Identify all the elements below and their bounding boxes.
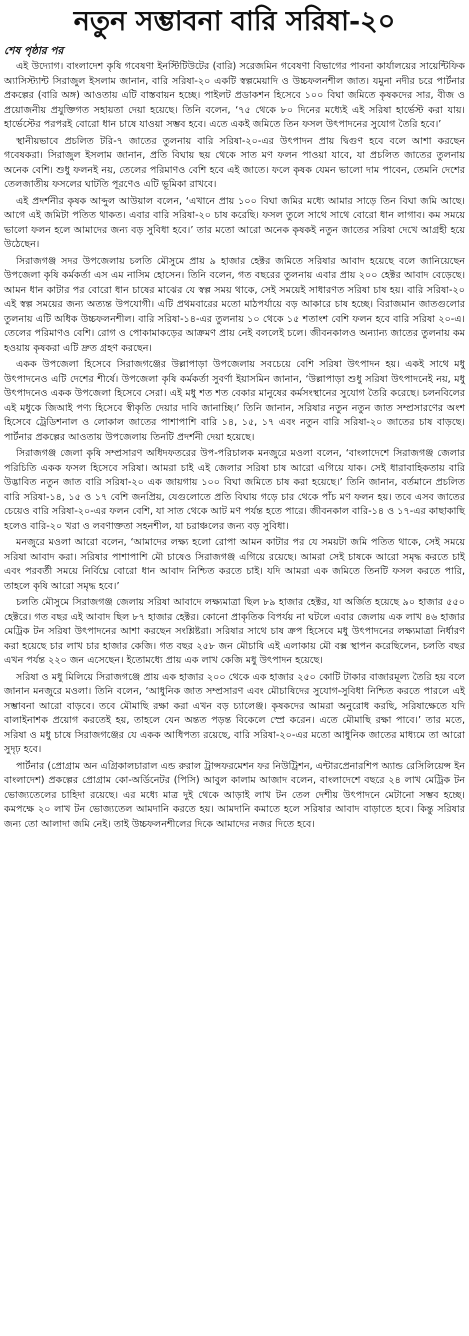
article-paragraph-7: মনজুরে মওলা আরো বলেন, ‘আমাদের লক্ষ্য হলো রোপা আমন কাটার পর যে সময়টা জমি পতিত থাকে, সেই সময়ে সরিষা আবাদ করা। সরিষার পাশাপাশি মৌ চাষেও সিরাজগঞ্জ এগিয়ে রয়েছে। আমরা সেই চাষকে আরো সমৃদ্ধ করতে চাই এবং পরবর্তী সময়ে নির্বিঘ্নে বোরো ধান আবাদ নিশ্চিত করতে চাই। যদি আমরা এক জমিতে তিনটি ফসল করতে পারি, তাহলে কৃষি আরো সমৃদ্ধ হবে।’ (4, 537, 465, 592)
article-paragraph-5: একক উপজেলা হিসেবে সিরাজগঞ্জের উল্লাপাড়া উপজেলায় সবচেয়ে বেশি সরিষা উৎপাদন হয়। একই সাথে মধু উৎপাদনেও এটি দেশের শীর্ষে। উপজেলা কৃষি কর্মকর্তা সুবর্ণা ইয়াসমিন জানান, ‘উল্লাপাড়া শুধু সরিষা উৎপাদনেই নয়, মধু উৎপাদনেও একক উপজেলা হিসেবে সেরা। এই মধু শত শত বেকার মানুষের কর্মসংস্থানের সুযোগ তৈরি করেছে। চলনবিলের এই মধুকে জিআই পণ্য হিসেবে স্বীকৃতি দেয়ার দাবি জানাচ্ছি।’ তিনি জানান, সরিষার নতুন নতুন জাত সম্প্রসারণের অংশ হিসেবে ট্রেডিশনাল ও লোকাল জাতের পাশাপাশি বারি ১৪, ১৫, ১৭ এবং নতুন বারি সরিষা-২০ জাতের চাষ বাড়ছে। পার্টনার প্রকল্পের আওতায় উপজেলায় তিনটি প্রদর্শনী দেয়া হয়েছে। (4, 359, 465, 443)
article-body (4, 60, 465, 832)
article-paragraph-1: এই উদ্যোগ। বাংলাদেশ কৃষি গবেষণা ইনস্টিটিউটের (বারি) সরেজমিন গবেষণা বিভাগের পাবনা কার্যালয়ের সায়েন্টিফিক অ্যাসিস্ট্যান্ট সিরাজুল ইসলাম জানান, বারি সরিষা-২০ একটি স্বল্পমেয়াদি ও উচ্চফলনশীল জাত। যমুনা নদীর চরে পার্টনার প্রকল্পের (বারি অঙ্গ) আওতায় এটি বাস্তবায়ন হচ্ছে। পাইলট প্রডাকশন হিসেবে ১০০ বিঘা জমিতে কৃষকদের সার, বীজ ও প্রয়োজনীয় প্রযুক্তিগত সহায়তা দেয়া হয়েছে। তিনি বলেন, ‘৭৫ থেকে ৮০ দিনের মধ্যেই এই সরিষা হার্ভেস্ট করা যায়। হার্ভেস্টের পরপরই বোরো ধান চাষে যাওয়া সম্ভব হবে। এতে একই জমিতে তিন ফসল উৎপাদনের সুযোগ তৈরি হবে।’ (4, 61, 465, 130)
continued-from-label: শেষ পৃষ্ঠার পর (4, 45, 64, 57)
article-paragraph-8: চলতি মৌসুমে সিরাজগঞ্জ জেলায় সরিষা আবাদে লক্ষ্যমাত্রা ছিল ৮৯ হাজার হেক্টর, যা অর্জিত হয়েছে ৯০ হাজার ৫৫০ হেক্টরে। গত বছর এই আবাদ ছিল ৮৭ হাজার হেক্টর। কোনো প্রাকৃতিক বিপর্যয় না ঘটলে এবার জেলায় এক লাখ ৪৬ হাজার মেট্রিক টন সরিষা উৎপাদনের আশা করছেন সংশ্লিষ্টরা। সরিষার সাথে চাষ ক্রপ হিসেবে মধু উৎপাদনের লক্ষ্যমাত্রা নির্ধারণ করা হয়েছে চার লাখ চার হাজার কেজি। গত বছর ২৫৮ জন মৌচাষি এই এলাকায় মৌ বক্স স্থাপন করেছিলেন, চলতি বছর এখন পর্যন্ত ২২০ জন এসেছেন। ইতোমধ্যে প্রায় এক লাখ কেজি মধু উৎপাদন হয়েছে। (4, 597, 465, 666)
article-paragraph-2: স্থানীয়ভাবে প্রচলিত টরি-৭ জাতের তুলনায় বারি সরিষা-২০-এর উৎপাদন প্রায় দ্বিগুণ হবে বলে আশা করছেন গবেষকরা। সিরাজুল ইসলাম জানান, প্রতি বিঘায় ছয় থেকে সাত মণ ফলন পাওয়া যাবে, যা প্রচলিত জাতের তুলনায় অনেক বেশি। শুধু ফলনই নয়, তেলের পরিমাণও বেশি হবে এই জাতে। ফলে কৃষক যেমন ভালো দাম পাবেন, তেমনি দেশের তেলজাতীয় ফসলের ঘাটতি পূরণেও এটি ভূমিকা রাখবে। (4, 135, 465, 190)
article-paragraph-3: এই প্রদর্শনীর কৃষক আব্দুল আউয়াল বলেন, ‘এখানে প্রায় ১০০ বিঘা জমির মধ্যে আমার সাড়ে তিন বিঘা জমি আছে। আগে এই জমিটা পতিত থাকত। এবার বারি সরিষা-২০ চাষ করেছি। ফসল তুলে সাথে সাথে বোরো ধান লাগাব। কম সময়ে ভালো ফলন হলে আমাদের জন্য বড় সুবিধা হবে।’ তার মতো আরো অনেক কৃষকই নতুন জাতের সরিষা দেখে আগ্রহী হয়ে উঠেছেন। (4, 195, 465, 250)
article-paragraph-9: সরিষা ও মধু মিলিয়ে সিরাজগঞ্জে প্রায় এক হাজার ২০০ থেকে এক হাজার ২৫০ কোটি টাকার বাজারমূল্য তৈরি হয় বলে জানান মনজুরে মওলা। তিনি বলেন, ‘আধুনিক জাত সম্প্রসারণ এবং মৌচাষিদের সুযোগ-সুবিধা নিশ্চিত করতে পারলে এই সম্ভাবনা আরো বাড়বে। তবে মৌমাছি রক্ষা করা এখন বড় চ্যালেঞ্জ। কৃষকদের আমরা অনুরোধ করছি, সরিষাক্ষেতে যদি বালাইনাশক প্রয়োগ করতেই হয়, তাহলে যেন অন্তত পড়ন্ত বিকেলে স্প্রে করেন। এতে মৌমাছি রক্ষা পাবে।’ তার মতে, সরিষা ও মধু চাষে সিরাজগঞ্জের যে একক আধিপত্য রয়েছে, বারি সরিষা-২০-এর মতো আধুনিক জাতের মাধ্যমে তা আরো সুদৃঢ় হবে। (4, 671, 465, 755)
article-paragraph-4: সিরাজগঞ্জ সদর উপজেলায় চলতি মৌসুমে প্রায় ৯ হাজার হেক্টর জমিতে সরিষার আবাদ হয়েছে বলে জানিয়েছেন উপজেলা কৃষি কর্মকর্তা এস এম নাসিম হোসেন। তিনি বলেন, গত বছরের তুলনায় এবার প্রায় ২০০ হেক্টর আবাদ বেড়েছে। আমন ধান কাটার পর বোরো ধান চাষের মাঝের যে স্বল্প সময় থাকে, সেই সময়েই সাধারণত সরিষা চাষ হয়। বারি সরিষা-২০ এই স্বল্প সময়ের জন্য অত্যন্ত উপযোগী। এটি প্রথমবারের মতো মাঠপর্যায়ে বড় আকারে চাষ হচ্ছে। বিরাজমান জাতগুলোর তুলনায় এটি অধিক উচ্চফলনশীল। বারি সরিষা-১৪-এর তুলনায় ১০ থেকে ১৫ শতাংশ বেশি ফলন হবে বারি সরিষা ২০-এ। তেলের পরিমাণও বেশি। রোগ ও পোকামাকড়ের আক্রমণ প্রায় নেই বললেই চলে। জীবনকালও অন্যান্য জাতের তুলনায় কম হওয়ায় কৃষকরা এটি দ্রুত গ্রহণ করছেন। (4, 255, 465, 354)
article-headline: নতুন সম্ভাবনা বারি সরিষা-২০ (73, 6, 396, 37)
article-paragraph-10: পার্টনার (প্রোগ্রাম অন এগ্রিকালচারাল এন্ড রুরাল ট্রান্সফরমেশন ফর নিউট্রিশন, এন্টারপ্রেনারশিপ অ্যান্ড রেসিলিয়েন্স ইন বাংলাদেশ) প্রকল্পের প্রোগ্রাম কো-অর্ডিনেটর (পিসি) আবুল কালাম আজাদ বলেন, বাংলাদেশে বছরে ২৪ লাখ মেট্রিক টন ভোজ্যতেলের চাহিদা রয়েছে। এর মধ্যে মাত্র দুই থেকে আড়াই লাখ টন তেল দেশীয় উৎপাদনে মেটানো সম্ভব হচ্ছে। কমপক্ষে ২০ লাখ টন ভোজ্যতেল আমদানি করতে হয়। আমদানি কমাতে হলে সরিষার আবাদ বাড়াতে হবে। কিন্তু সরিষার জন্য তো আলাদা জমি নেই। তাই উচ্চফলনশীলের দিকে আমাদের নজর দিতে হবে। (4, 760, 465, 830)
article-paragraph-6: সিরাজগঞ্জ জেলা কৃষি সম্প্রসারণ অধিদফতরের উপ-পরিচালক মনজুরে মওলা বলেন, ‘বাংলাদেশে সিরাজগঞ্জ জেলার পরিচিতি একক ফসল হিসেবে সরিষা। আমরা চাই এই জেলার সরিষা চাষ আরো এগিয়ে যাক। সেই ধারাবাহিকতায় বারি উদ্ভাবিত নতুন জাত বারি সরিষা-২০ এক জায়গায় ১০০ বিঘা জমিতে চাষ করা হয়েছে।’ তিনি জানান, বর্তমানে প্রচলিত বারি সরিষা-১৪, ১৫ ও ১৭ বেশি জনপ্রিয়, যেগুলোতে প্রতি বিঘায় গড়ে চার থেকে পাঁচ মণ ফলন হয়। তবে এসব জাতের চেয়েও বারি সরিষা-২০-এর ফলন বেশি, যা সাত থেকে আট মণ পর্যন্ত হতে পারে। জীবনকাল বারি-১৪ ও ১৭-এর কাছাকাছি হলেও বারি-২০ খরা ও লবণাক্ততা সহনশীল, যা চরাঞ্চলের জন্য বড় সুবিধা। (4, 448, 465, 532)
